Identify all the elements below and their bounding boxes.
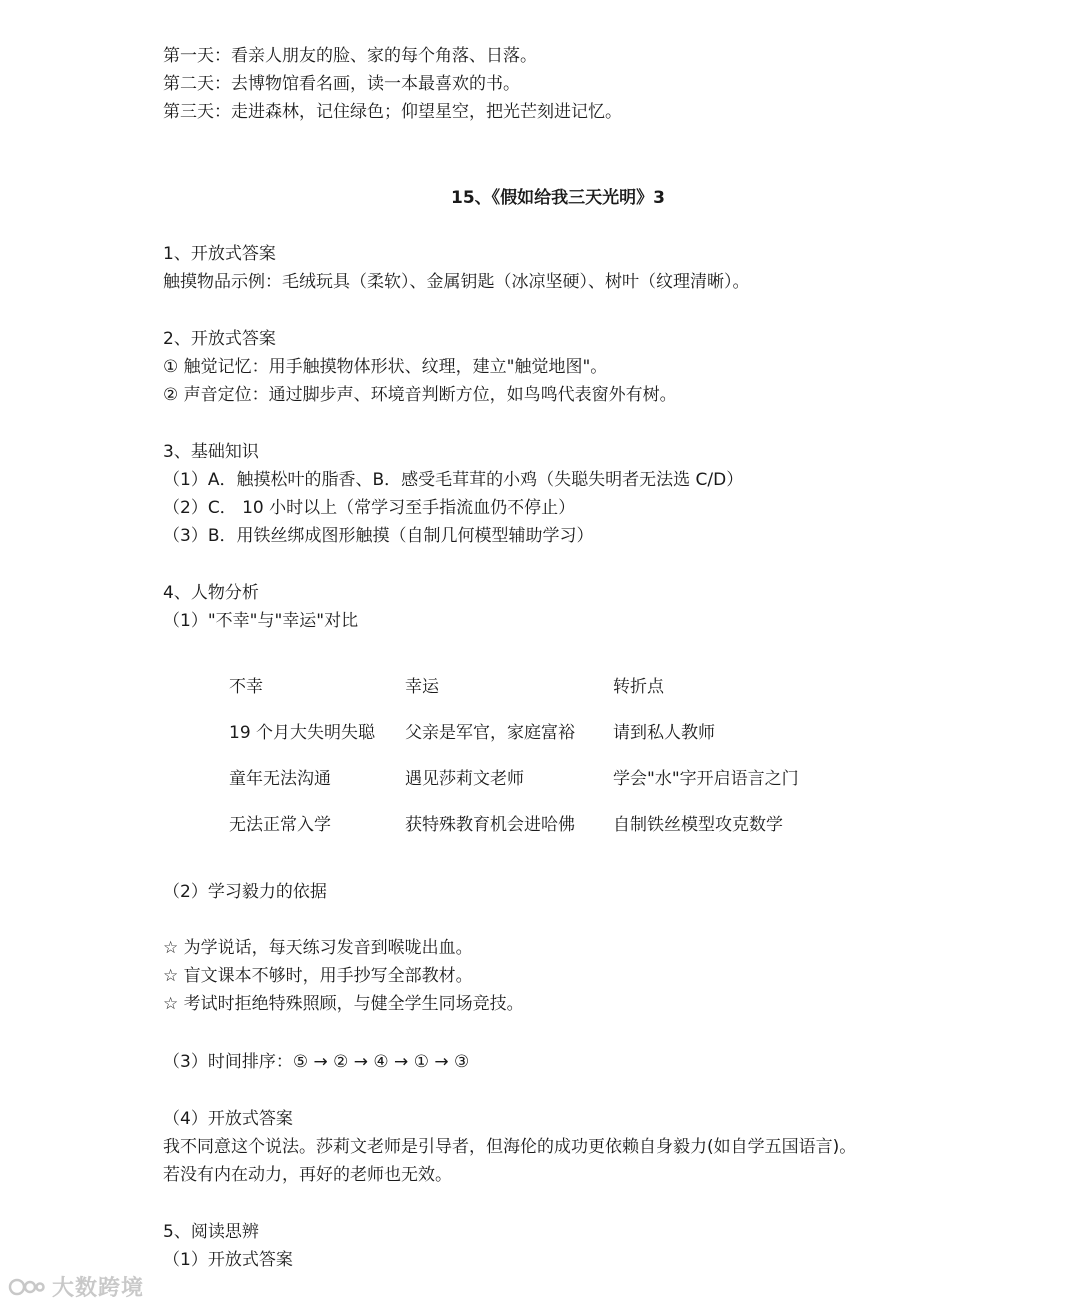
q2-line-1: ① 触觉记忆：用手触摸物体形状、纹理，建立"触觉地图"。 [163,357,608,377]
q1-answer: 触摸物品示例：毛绒玩具（柔软）、金属钥匙（冰凉坚硬）、树叶（纹理清晰）。 [163,272,750,292]
q5-heading: 5、阅读思辨 [163,1222,259,1242]
q3-line-2: （2）C． 10 小时以上（常学习至手指流血仍不停止） [163,498,576,518]
table-cell: 遇见莎莉文老师 [405,769,524,789]
table-cell: 自制铁丝模型攻克数学 [613,815,783,835]
answer-line-2: 若没有内在动力，再好的老师也无效。 [163,1165,452,1185]
q2-heading: 2、开放式答案 [163,329,276,349]
table-cell: 父亲是军官，家庭富裕 [405,723,575,743]
table-header: 不幸 [229,677,263,697]
evidence-item: ☆ 为学说话，每天练习发音到喉咙出血。 [163,938,473,958]
section-title: 15、《假如给我三天光明》3 [451,188,665,208]
evidence-item: ☆ 盲文课本不够时，用手抄写全部教材。 [163,966,473,986]
table-cell: 请到私人教师 [613,723,715,743]
q3-line-3: （3）B．用铁丝绑成图形触摸（自制几何模型辅助学习） [163,526,594,546]
intro-line-1: 第一天：看亲人朋友的脸、家的每个角落、日落。 [163,46,537,66]
q4-sub2: （2）学习毅力的依据 [163,882,327,902]
q4-sub4: （4）开放式答案 [163,1109,293,1129]
table-cell: 获特殊教育机会进哈佛 [405,815,575,835]
evidence-item: ☆ 考试时拒绝特殊照顾，与健全学生同场竞技。 [163,994,524,1014]
q4-heading: 4、人物分析 [163,583,259,603]
answer-line-1: 我不同意这个说法。莎莉文老师是引导者，但海伦的成功更依赖自身毅力(如自学五国语言)。 [163,1137,857,1157]
watermark-text: 大数跨境 [52,1276,145,1301]
q3-heading: 3、基础知识 [163,442,259,462]
q1-heading: 1、开放式答案 [163,244,276,264]
q4-sub3-sequence: （3）时间排序：⑤ → ② → ④ → ① → ③ [163,1052,470,1072]
q2-line-2: ② 声音定位：通过脚步声、环境音判断方位，如鸟鸣代表窗外有树。 [163,385,677,405]
table-cell: 无法正常入学 [229,815,331,835]
watermark [8,1271,144,1302]
table-cell: 童年无法沟通 [229,769,331,789]
q5-sub1: （1）开放式答案 [163,1250,293,1270]
table-header: 转折点 [613,677,664,697]
table-cell: 学会"水"字开启语言之门 [613,769,799,789]
q3-line-1: （1）A．触摸松叶的脂香、B．感受毛茸茸的小鸡（失聪失明者无法选 C/D） [163,470,744,490]
intro-line-2: 第二天：去博物馆看名画，读一本最喜欢的书。 [163,74,520,94]
intro-line-3: 第三天：走进森林，记住绿色；仰望星空，把光芒刻进记忆。 [163,102,622,122]
table-cell: 19 个月大失明失聪 [229,723,376,743]
table-header: 幸运 [405,677,439,697]
q4-sub1: （1）"不幸"与"幸运"对比 [163,611,359,631]
watermark-logo-icon [8,1276,46,1298]
